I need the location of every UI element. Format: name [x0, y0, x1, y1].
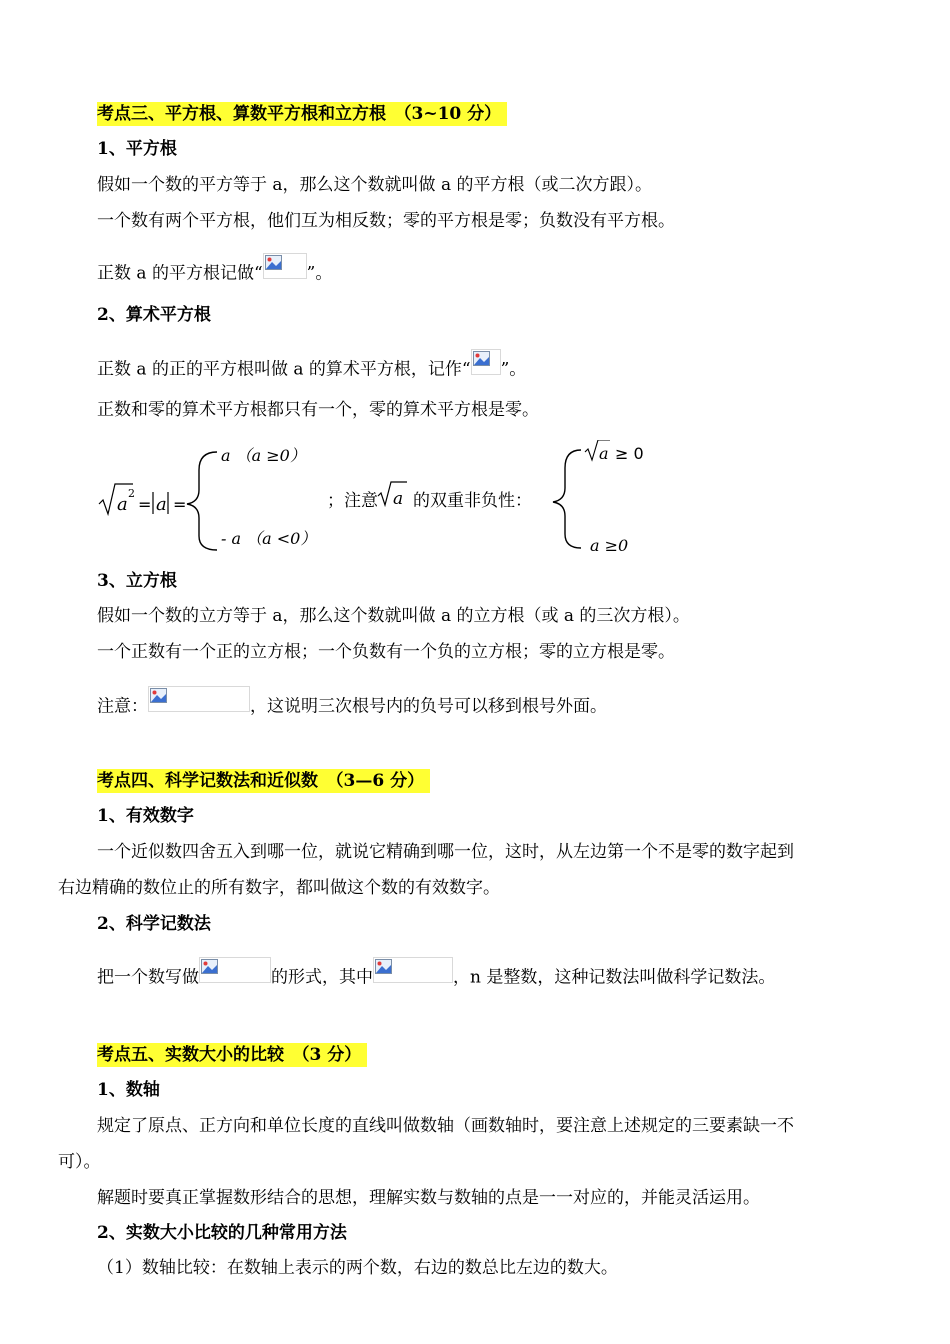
section5-p2: 解题时要真正掌握数形结合的思想，理解实数与数轴的点是一一对应的，并能灵活运用。 [97, 1188, 760, 1208]
section3-p3: 正数 a 的平方根记做“ ”。 [97, 261, 332, 287]
image-placeholder [373, 957, 453, 983]
section3-sub2: 2、算术平方根 [97, 305, 211, 325]
formula-cond1-rel: ≥ 0 [615, 444, 644, 463]
image-placeholder-icon [265, 255, 282, 270]
section3-p1: 假如一个数的平方等于 a，那么这个数就叫做 a 的平方根（或二次方跟）。 [97, 175, 652, 195]
section3-p2: 一个数有两个平方根，他们互为相反数；零的平方根是零；负数没有平方根。 [97, 211, 675, 231]
formula-eq1: = [138, 495, 152, 514]
section5-p1a: 规定了原点、正方向和单位长度的直线叫做数轴（画数轴时，要注意上述规定的三要素缺一不 [97, 1116, 794, 1136]
formula-case1: a （a ≥0） [221, 446, 306, 465]
image-placeholder-icon [473, 351, 490, 366]
section3-sub3: 3、立方根 [97, 571, 177, 591]
section5-sub2: 2、实数大小比较的几种常用方法 [97, 1223, 347, 1243]
formula-case2: - a （a <0） [221, 529, 317, 548]
section4-sub2: 2、科学记数法 [97, 914, 211, 934]
formula-note-post: 的双重非负性： [413, 491, 532, 511]
section3-p8: 注意： ，这说明三次根号内的负号可以移到根号外面。 [97, 694, 607, 720]
section5-sub1: 1、数轴 [97, 1080, 160, 1100]
section3-p4: 正数 a 的正的平方根叫做 a 的算术平方根，记作“ ”。 [97, 357, 526, 383]
section4-heading: 考点四、科学记数法和近似数 （3—6 分） [97, 770, 430, 792]
section5-p3: （1）数轴比较：在数轴上表示的两个数，右边的数总比左边的数大。 [97, 1258, 618, 1278]
sqrt-abs-formula [95, 440, 655, 560]
formula-cond2: a ≥0 [590, 536, 629, 555]
image-placeholder [471, 349, 501, 375]
image-placeholder [199, 957, 271, 983]
image-placeholder-icon [150, 688, 167, 703]
image-placeholder-icon [375, 959, 392, 974]
section5-heading: 考点五、实数大小的比较 （3 分） [97, 1044, 367, 1066]
formula-lhs-exp: 2 [128, 487, 135, 500]
image-placeholder-icon [201, 959, 218, 974]
formula-eq2: = [173, 495, 187, 514]
image-placeholder [263, 253, 307, 279]
image-placeholder [148, 686, 250, 712]
section5-p1b: 可）。 [58, 1152, 101, 1172]
section4-sub1: 1、有效数字 [97, 806, 194, 826]
section3-sub1: 1、平方根 [97, 139, 177, 159]
section4-p2: 把一个数写做 的形式，其中 ，n 是整数，这种记数法叫做科学记数法。 [97, 965, 775, 991]
section3-p5: 正数和零的算术平方根都只有一个，零的算术平方根是零。 [97, 400, 539, 420]
formula-note-sqrt-a: a [393, 489, 404, 509]
section3-p6: 假如一个数的立方等于 a，那么这个数就叫做 a 的立方根（或 a 的三次方根）。 [97, 606, 690, 626]
formula-note-pre: ；注意 [327, 491, 378, 511]
formula-abs-a: a [156, 494, 167, 515]
formula-lhs-a: a [117, 494, 128, 515]
section4-p1b: 右边精确的数位止的所有数字，都叫做这个数的有效数字。 [58, 878, 500, 898]
formula-cond1-a: a [599, 444, 609, 463]
section4-p1a: 一个近似数四舍五入到哪一位，就说它精确到哪一位，这时，从左边第一个不是零的数字起到 [97, 842, 794, 862]
left-brace-1 [187, 452, 217, 550]
section3-p7: 一个正数有一个正的立方根；一个负数有一个负的立方根；零的立方根是零。 [97, 642, 675, 662]
left-brace-2 [553, 450, 581, 548]
section3-heading: 考点三、平方根、算数平方根和立方根 （3~10 分） [97, 103, 507, 125]
